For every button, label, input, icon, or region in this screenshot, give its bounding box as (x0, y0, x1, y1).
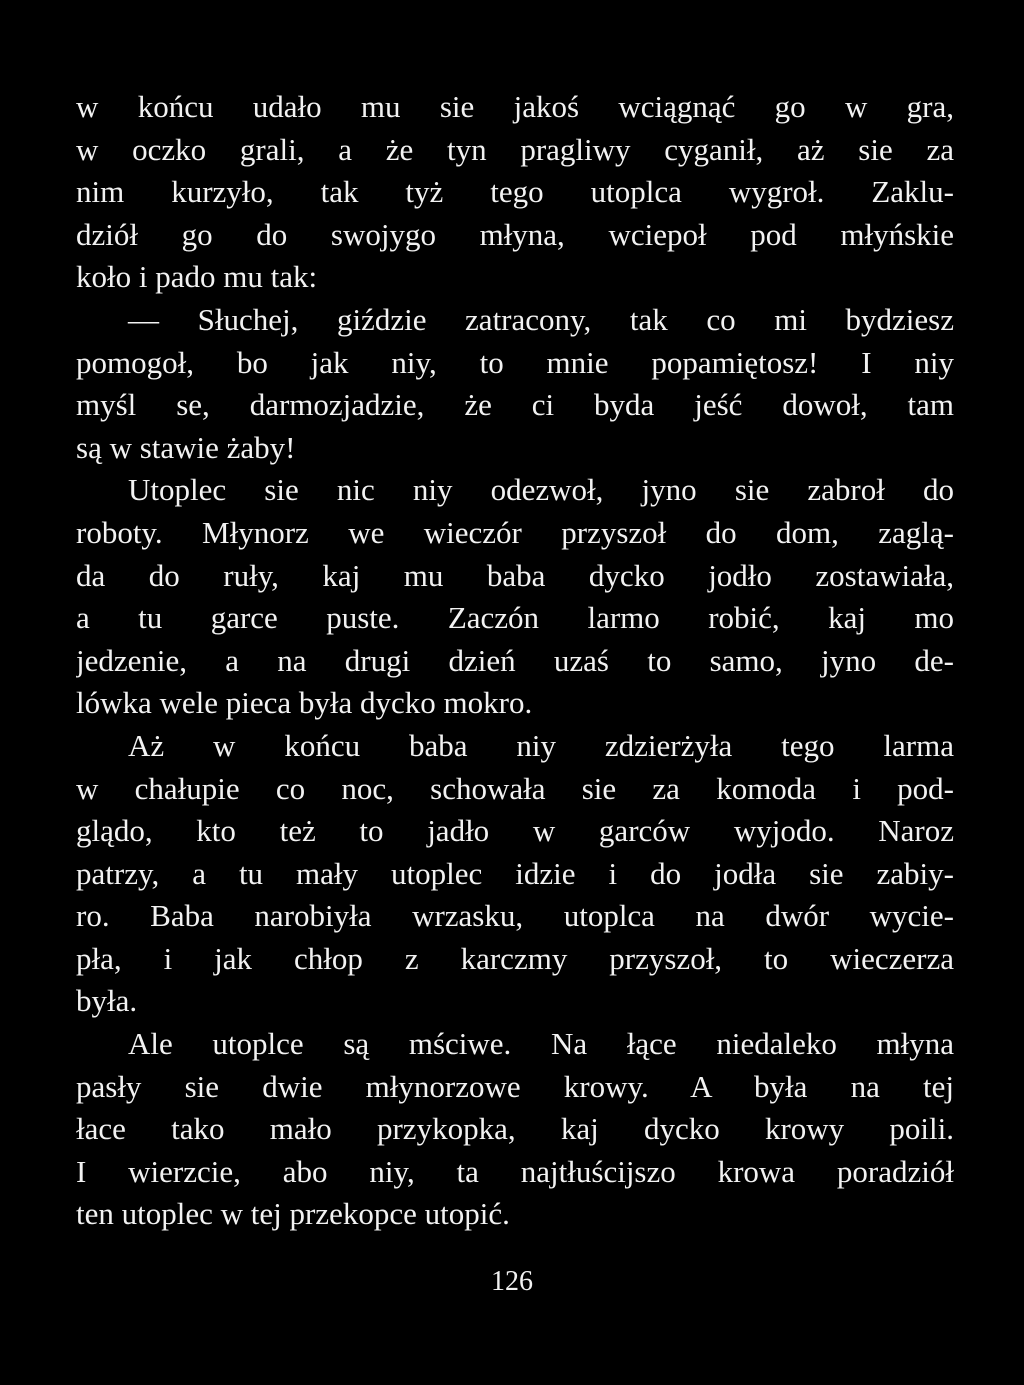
text-line: Aż w końcu baba niy zdzierżyła tego larma (128, 727, 954, 763)
text-line: patrzy, a tu mały utoplec idzie i do jodła sie zabiy- (76, 855, 954, 891)
page-number: 126 (491, 1266, 533, 1297)
text-line: — Słuchej, giździe zatracony, tak co mi bydziesz (128, 301, 954, 337)
text-line: da do ruły, kaj mu baba dycko jodło zostawiała, (76, 557, 954, 593)
text-line: łace tako mało przykopka, kaj dycko krowy poili. (76, 1111, 954, 1147)
text-line: pasły sie dwie młynorzowe krowy. A była na tej (76, 1068, 954, 1104)
text-line: pomogoł, bo jak niy, to mnie popamiętosz! I niy (76, 344, 954, 380)
body-text (76, 86, 954, 1236)
text-line: glądo, kto też to jadło w garców wyjodo. Naroz (76, 813, 954, 849)
text-line: a tu garce puste. Zaczón larmo robić, kaj mo (76, 600, 954, 636)
text-line: w oczko grali, a że tyn pragliwy cyganił, aż sie za (76, 131, 954, 167)
text-line: ro. Baba narobiyła wrzasku, utoplca na dwór wycie- (76, 898, 954, 934)
text-line: koło i pado mu tak: (76, 259, 318, 295)
text-line: nim kurzyło, tak tyż tego utoplca wygroł. Zaklu- (76, 174, 954, 210)
text-line: lówka wele pieca była dycko mokro. (76, 685, 533, 721)
text-line: roboty. Młynorz we wieczór przyszoł do dom, zaglą- (76, 514, 954, 550)
text-line: jedzenie, a na drugi dzień uzaś to samo, jyno de- (76, 642, 954, 678)
text-line: pła, i jak chłop z karczmy przyszoł, to wieczerza (76, 940, 954, 976)
text-line: w końcu udało mu sie jakoś wciągnąć go w gra, (76, 89, 954, 124)
text-line: ten utoplec w tej przekopce utopić. (76, 1196, 510, 1232)
text-line: Utoplec sie nic niy odezwoł, jyno sie zabroł do (128, 472, 954, 508)
text-line: dziół go do swojygo młyna, wciepoł pod młyńskie (76, 216, 954, 252)
text-line: Ale utoplce są mściwe. Na łące niedaleko młyna (128, 1026, 954, 1062)
text-line: w chałupie co noc, schowała sie za komoda i pod- (76, 770, 954, 806)
text-line: była. (76, 983, 138, 1019)
text-line: są w stawie żaby! (76, 429, 296, 465)
text-line: myśl se, darmozjadzie, że ci byda jeść dowoł, tam (76, 387, 954, 423)
text-line: I wierzcie, abo niy, ta najtłuścijszo krowa poradziół (76, 1153, 954, 1189)
